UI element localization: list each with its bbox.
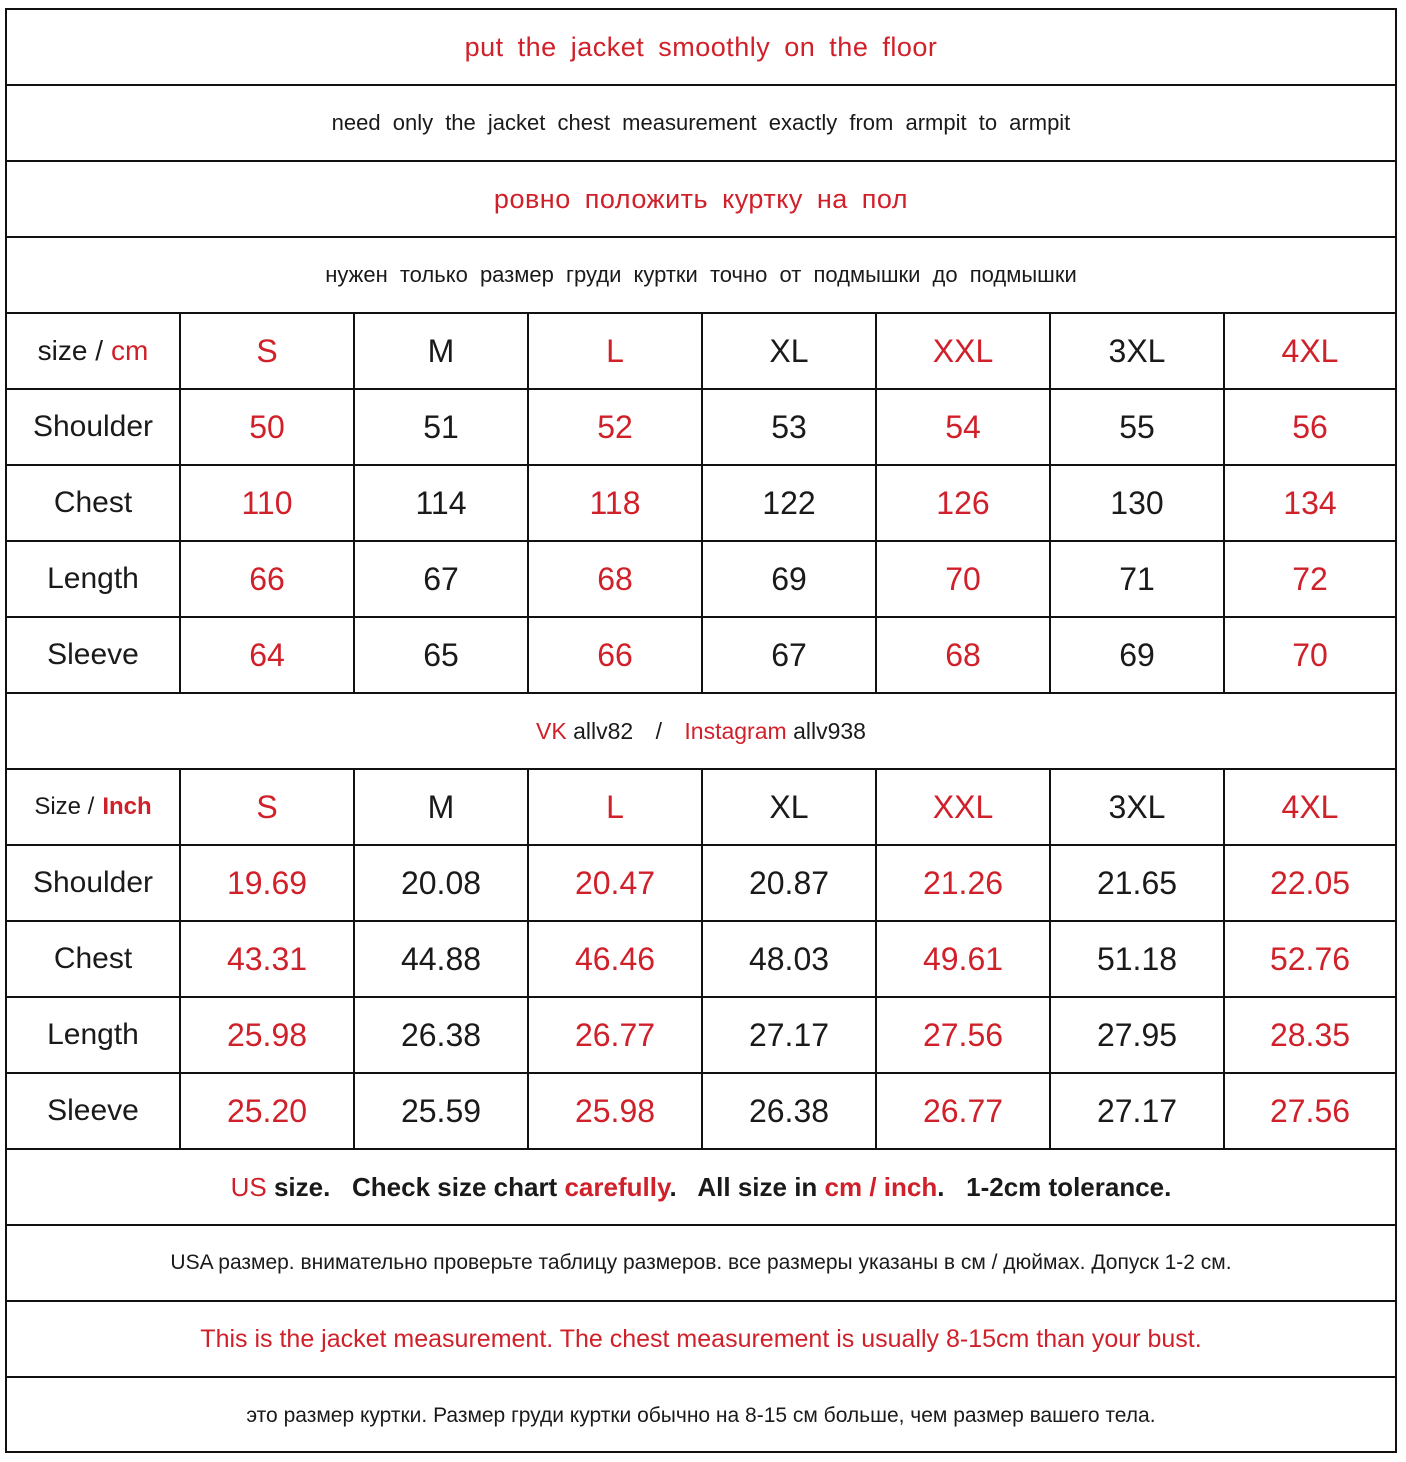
size-header-cell: S [181,770,355,844]
value-cell: 51 [355,390,529,464]
header-size-unit [7,314,181,388]
value-cell: 26.38 [355,998,529,1072]
table-header-row [7,770,1395,846]
header-label: Size / [34,793,95,820]
instagram-handle: allv938 [793,717,866,744]
value-cell: 130 [1051,466,1225,540]
value-cell: 21.26 [877,846,1051,920]
size-header-cell: 3XL [1051,314,1225,388]
table-row [7,542,1395,618]
instagram-label: Instagram [684,717,787,744]
value-cell: 70 [1292,636,1328,673]
value-cell: 53 [703,390,877,464]
size-header-cell: L [529,314,703,388]
value-cell: 20.87 [703,846,877,920]
ru-note-row [7,1226,1395,1302]
instruction-text: ровно положить куртку на пол [493,183,909,214]
size-header-cell: XL [703,314,877,388]
value-cell: 118 [529,466,703,540]
row-label: Sleeve [7,1074,181,1148]
value-cell: 52 [529,390,703,464]
value-cell: 43.31 [181,922,355,996]
value-cell: 68 [877,618,1051,692]
row-label: Chest [7,922,181,996]
size-header-cell: XXL [877,770,1051,844]
size-header-cell: L [529,770,703,844]
value-cell: 68 [529,542,703,616]
value-cell: 27.17 [1051,1074,1225,1148]
value-cell: 70 [877,542,1051,616]
row-label: Shoulder [7,846,181,920]
value-cell: 21.65 [1051,846,1225,920]
table-row [7,618,1395,694]
value-cell: 20.08 [355,846,529,920]
size-header-cell: XL [703,770,877,844]
size-header-cell: 4XL [1281,332,1339,369]
instruction-row-4 [7,238,1395,314]
value-cell: 126 [877,466,1051,540]
value-cell: 26.38 [703,1074,877,1148]
units-text: cm / inch [824,1171,938,1202]
size-header-cell: S [181,314,355,388]
value-cell: 25.59 [355,1074,529,1148]
value-cell: 55 [1051,390,1225,464]
value-cell: 72 [1292,560,1328,597]
tolerance-text: . 1-2cm tolerance. [937,1171,1172,1202]
value-cell: 114 [355,466,529,540]
us-size-note [231,1172,1172,1203]
instruction-row-3 [7,162,1395,238]
table-header-row [7,314,1395,390]
value-cell: 69 [1051,618,1225,692]
row-label: Sleeve [7,618,181,692]
size-header-cell: 3XL [1051,770,1225,844]
value-cell: 27.56 [1269,1092,1351,1129]
value-cell: 50 [181,390,355,464]
value-cell: 20.47 [529,846,703,920]
social-row [7,694,1395,770]
value-cell: 26.77 [529,998,703,1072]
table-row [7,390,1395,466]
value-cell: 66 [181,542,355,616]
value-cell: 51.18 [1051,922,1225,996]
value-cell: 52.76 [1269,940,1351,977]
instruction-text: need only the jacket chest measurement exactly from armpit to armpit [331,110,1071,135]
header-unit: Inch [102,793,152,820]
table-row [7,846,1395,922]
value-cell: 46.46 [529,922,703,996]
value-cell: 44.88 [355,922,529,996]
table-row [7,1074,1395,1150]
value-cell: 27.17 [703,998,877,1072]
value-cell: 71 [1051,542,1225,616]
value-cell: 56 [1292,408,1328,445]
social-separator: / [655,717,663,744]
ru-note2: это размер куртки. Размер груди куртки обычно на 8-15 см больше, чем размер вашего тела. [246,1404,1156,1427]
value-cell: 67 [355,542,529,616]
note-fragment: size. Check size chart [266,1171,565,1202]
value-cell: 25.98 [529,1074,703,1148]
value-cell: 67 [703,618,877,692]
value-cell: 64 [181,618,355,692]
us-label: US [230,1171,267,1202]
size-chart [5,8,1397,1453]
table-row [7,998,1395,1074]
instruction-row-1 [7,10,1395,86]
instruction-row-2 [7,86,1395,162]
size-header-cell: XXL [877,314,1051,388]
value-cell: 27.56 [877,998,1051,1072]
size-header-cell: M [355,314,529,388]
size-header-cell: 4XL [1281,788,1339,825]
value-cell: 122 [703,466,877,540]
table-row [7,466,1395,542]
instruction-text: нужен только размер груди куртки точно от подмышки до подмышки [325,262,1077,287]
value-cell: 134 [1283,484,1337,521]
value-cell: 27.95 [1051,998,1225,1072]
value-cell: 25.98 [181,998,355,1072]
value-cell: 25.20 [181,1074,355,1148]
value-cell: 54 [877,390,1051,464]
value-cell: 22.05 [1269,864,1351,901]
instruction-text: put the jacket smoothly on the floor [464,31,938,62]
vk-handle: allv82 [573,717,634,744]
vk-label: VK [536,717,567,744]
value-cell: 66 [529,618,703,692]
en-note-row [7,1302,1395,1378]
carefully-text: carefully [564,1171,670,1202]
value-cell: 48.03 [703,922,877,996]
us-size-note-row [7,1150,1395,1226]
table-row [7,922,1395,998]
ru-note2-row [7,1378,1395,1454]
value-cell: 26.77 [877,1074,1051,1148]
social-text [536,718,866,745]
header-label: size / [37,335,104,366]
ru-note: USA размер. внимательно проверьте таблицу размеров. все размеры указаны в см / дюймах. Допуск 1-2 см. [170,1251,1232,1274]
row-label: Chest [7,466,181,540]
row-label: Shoulder [7,390,181,464]
header-size-unit [7,770,181,844]
value-cell: 69 [703,542,877,616]
value-cell: 110 [181,466,355,540]
header-unit: cm [111,335,149,366]
value-cell: 65 [355,618,529,692]
row-label: Length [7,998,181,1072]
value-cell: 49.61 [877,922,1051,996]
row-label: Length [7,542,181,616]
value-cell: 28.35 [1269,1016,1351,1053]
note-fragment: . All size in [669,1171,825,1202]
en-note: This is the jacket measurement. The chest measurement is usually 8-15cm than your bust. [200,1324,1202,1353]
value-cell: 19.69 [181,846,355,920]
size-header-cell: M [355,770,529,844]
